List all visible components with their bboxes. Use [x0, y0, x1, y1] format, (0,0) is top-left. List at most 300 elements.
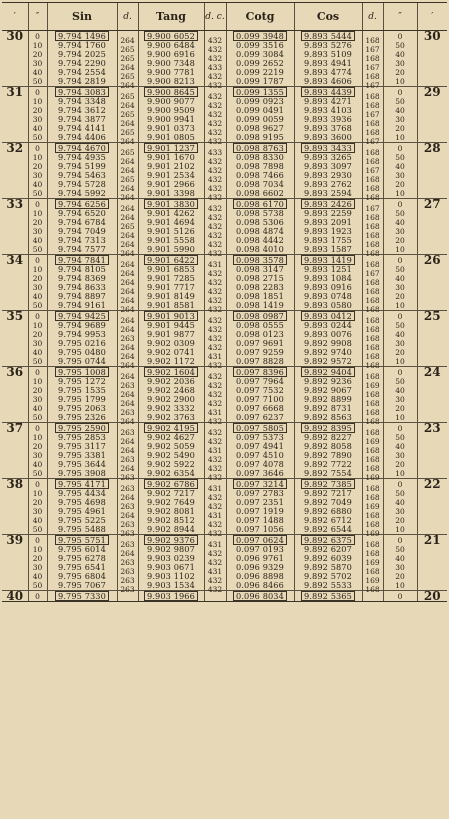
cos-difference: 168: [362, 535, 383, 546]
tang-value: 9.902 8081: [138, 507, 204, 516]
minute-label-right: [417, 330, 447, 339]
cos-value: 9.893 4774: [294, 68, 362, 77]
minute-label-right: 22: [417, 479, 447, 490]
cos-value: 9.893 0076: [294, 330, 362, 339]
second-label-right: 20: [383, 404, 417, 413]
cos-value: 9.893 2426: [294, 199, 362, 210]
second-label-left: 20: [28, 274, 47, 283]
cotg-value: 0.097 8828: [226, 357, 294, 367]
common-difference: 432: [204, 525, 226, 535]
minute-label-right: 21: [417, 535, 447, 546]
second-label-right: 20: [383, 516, 417, 525]
cotg-value: 0.099 2219: [226, 68, 294, 77]
sin-difference: 263: [117, 423, 138, 434]
cos-value: 9.892 6712: [294, 516, 362, 525]
tang-value: 9.900 8645: [138, 87, 204, 98]
cos-value: 9.892 9236: [294, 377, 362, 386]
cotg-value: 0.097 9691: [226, 339, 294, 348]
tang-value: 9.902 9807: [138, 545, 204, 554]
minute-label-left: [2, 516, 28, 525]
common-difference: 432: [204, 68, 226, 77]
tang-value: 9.902 4195: [138, 423, 204, 434]
sin-difference: 264: [117, 292, 138, 301]
common-difference: 432: [204, 153, 226, 162]
cotg-value: 0.096 8898: [226, 572, 294, 581]
cotg-value: 0.098 0987: [226, 311, 294, 322]
diff-header-sin: d.: [117, 3, 138, 31]
cotg-value: 0.098 8763: [226, 143, 294, 154]
common-difference: 432: [204, 97, 226, 106]
minute-label-left: [2, 563, 28, 572]
second-label-right: 10: [383, 413, 417, 423]
second-label-right: 30: [383, 507, 417, 516]
minute-label-right: [417, 115, 447, 124]
minute-label-left: [2, 507, 28, 516]
tang-value: 9.901 6853: [138, 265, 204, 274]
cotg-value: 0.099 3084: [226, 50, 294, 59]
sin-difference: 265: [117, 106, 138, 115]
cos-difference: 167: [362, 41, 383, 50]
common-difference: 432: [204, 227, 226, 236]
second-label-left: 10: [28, 41, 47, 50]
common-difference: 432: [204, 581, 226, 591]
cotg-value: 0.099 0059: [226, 115, 294, 124]
cotg-value: 0.098 3578: [226, 255, 294, 266]
tang-value: 9.901 5990: [138, 245, 204, 255]
common-difference: 431: [204, 348, 226, 357]
table-row: [2, 301, 447, 311]
second-label-right: 40: [383, 106, 417, 115]
common-difference: 432: [204, 451, 226, 460]
cotg-value: 0.098 6170: [226, 199, 294, 210]
cos-value: 9.893 0412: [294, 311, 362, 322]
second-label-left: 30: [28, 507, 47, 516]
cos-value: 9.892 6207: [294, 545, 362, 554]
sin-difference: 264: [117, 236, 138, 245]
minute-label-left: [2, 554, 28, 563]
cotg-value: 0.098 2715: [226, 274, 294, 283]
cos-value: 9.892 6039: [294, 554, 362, 563]
tang-value: 9.901 9013: [138, 311, 204, 322]
common-difference: 432: [204, 469, 226, 479]
sin-value: 9.795 5225: [47, 516, 117, 525]
sin-difference: 264: [117, 133, 138, 143]
common-difference: 432: [204, 180, 226, 189]
second-label-left: 10: [28, 265, 47, 274]
sin-difference: 263: [117, 563, 138, 572]
cotg-value: 0.097 1488: [226, 516, 294, 525]
sin-value: 9.794 3083: [47, 87, 117, 98]
sin-difference: 263: [117, 404, 138, 413]
minute-label-left: [2, 106, 28, 115]
sin-value: 9.794 5199: [47, 162, 117, 171]
second-label-left: 20: [28, 162, 47, 171]
second-label-right: 0: [383, 87, 417, 98]
minute-label-left: [2, 180, 28, 189]
tang-value: 9.902 6786: [138, 479, 204, 490]
second-label-right: 20: [383, 68, 417, 77]
second-label-left: 40: [28, 68, 47, 77]
common-difference: 432: [204, 292, 226, 301]
cos-value: 9.892 6375: [294, 535, 362, 546]
tang-value: 9.902 3332: [138, 404, 204, 413]
sin-value: 9.795 1008: [47, 367, 117, 378]
cos-difference: 168: [362, 507, 383, 516]
second-label-right: 0: [383, 535, 417, 546]
cos-value: 9.893 2762: [294, 180, 362, 189]
second-label-right: 10: [383, 77, 417, 87]
second-label-right: 0: [383, 591, 417, 602]
minute-label-left: [2, 339, 28, 348]
cos-difference: 167: [362, 106, 383, 115]
cos-value: 9.893 1755: [294, 236, 362, 245]
cotg-value: 0.097 3646: [226, 469, 294, 479]
cos-difference: 168: [362, 460, 383, 469]
sin-difference: 264: [117, 199, 138, 210]
minute-label-left: [2, 283, 28, 292]
cos-value: 9.892 8731: [294, 404, 362, 413]
common-difference: 432: [204, 413, 226, 423]
sin-value: 9.794 6256: [47, 199, 117, 210]
sin-value: 9.795 2326: [47, 413, 117, 423]
sin-value: 9.794 3612: [47, 106, 117, 115]
sin-value: 9.795 1799: [47, 395, 117, 404]
cos-value: 9.892 5365: [294, 591, 362, 602]
minute-label-right: 30: [417, 31, 447, 42]
cotg-value: 0.097 5373: [226, 433, 294, 442]
minute-label-right: [417, 68, 447, 77]
sin-difference: 263: [117, 525, 138, 535]
sin-difference: 264: [117, 255, 138, 266]
tang-value: 9.900 6484: [138, 41, 204, 50]
cos-value: 9.893 3433: [294, 143, 362, 154]
sin-difference: 264: [117, 153, 138, 162]
sin-difference: 264: [117, 31, 138, 42]
cos-difference: 168: [362, 245, 383, 255]
tang-value: 9.903 1534: [138, 581, 204, 591]
common-difference: 432: [204, 357, 226, 367]
common-difference: 432: [204, 301, 226, 311]
sin-value: 9.794 2290: [47, 59, 117, 68]
common-difference: 432: [204, 87, 226, 98]
tang-value: 9.901 1237: [138, 143, 204, 154]
minute-label-right: 27: [417, 199, 447, 210]
cos-value: 9.893 5109: [294, 50, 362, 59]
minute-label-right: [417, 563, 447, 572]
minute-label-left: [2, 227, 28, 236]
cos-difference: 168: [362, 357, 383, 367]
sin-value: 9.794 6520: [47, 209, 117, 218]
cos-difference: 168: [362, 180, 383, 189]
diff-header-cos: d.: [362, 3, 383, 31]
cotg-value: 0.099 3948: [226, 31, 294, 42]
sin-value: 9.795 4961: [47, 507, 117, 516]
minute-label-right: [417, 442, 447, 451]
cos-value: 9.892 6544: [294, 525, 362, 535]
second-label-left: 0: [28, 367, 47, 378]
sin-difference: 264: [117, 162, 138, 171]
second-label-right: 0: [383, 255, 417, 266]
second-label-right: 40: [383, 162, 417, 171]
table-row: [2, 245, 447, 255]
sin-value: 9.794 3877: [47, 115, 117, 124]
tang-value: 9.903 1102: [138, 572, 204, 581]
minute-label-right: 23: [417, 423, 447, 434]
cos-value: 9.893 2091: [294, 218, 362, 227]
table-row: [2, 133, 447, 143]
cos-value: 9.892 9572: [294, 357, 362, 367]
cos-value: 9.893 2930: [294, 171, 362, 180]
minute-label-left: [2, 460, 28, 469]
second-label-left: 40: [28, 348, 47, 357]
sin-value: 9.794 4141: [47, 124, 117, 133]
cos-difference: 168: [362, 442, 383, 451]
sin-difference: 265: [117, 143, 138, 154]
minute-label-left: 32: [6, 140, 24, 155]
second-label-right: 10: [383, 581, 417, 591]
cos-difference: 168: [362, 283, 383, 292]
common-difference: 431: [204, 563, 226, 572]
minute-label-right: 28: [417, 143, 447, 154]
second-label-right: 0: [383, 311, 417, 322]
cos-difference: 168: [362, 50, 383, 59]
cos-difference: 168: [362, 274, 383, 283]
second-label-left: 40: [28, 180, 47, 189]
tang-value: 9.902 6354: [138, 469, 204, 479]
cos-difference: 168: [362, 171, 383, 180]
cotg-value: 0.098 7034: [226, 180, 294, 189]
cotg-value: 0.098 4442: [226, 236, 294, 245]
cos-value: 9.892 7385: [294, 479, 362, 490]
cos-difference: 168: [362, 404, 383, 413]
common-difference: 432: [204, 115, 226, 124]
sin-value: 9.795 6541: [47, 563, 117, 572]
cos-difference: 168: [362, 68, 383, 77]
tang-value: 9.901 6422: [138, 255, 204, 266]
cos-difference: 168: [362, 31, 383, 42]
cotg-value: 0.097 3214: [226, 479, 294, 490]
tang-value: 9.900 6916: [138, 50, 204, 59]
common-difference: 432: [204, 265, 226, 274]
minute-label-right: [417, 507, 447, 516]
second-label-right: 40: [383, 442, 417, 451]
table-row: [2, 591, 447, 602]
second-label-left: 10: [28, 489, 47, 498]
second-label-right: 40: [383, 274, 417, 283]
cotg-value: 0.098 4010: [226, 245, 294, 255]
sin-value: 9.794 9161: [47, 301, 117, 311]
minute-label-left: [2, 395, 28, 404]
minute-label-right: 25: [417, 311, 447, 322]
cos-difference: 168: [362, 227, 383, 236]
second-label-left: 30: [28, 171, 47, 180]
cos-difference: 168: [362, 395, 383, 404]
cos-value: 9.893 1084: [294, 274, 362, 283]
common-difference: 432: [204, 209, 226, 218]
second-label-left: 20: [28, 554, 47, 563]
second-label-left: 30: [28, 451, 47, 460]
sin-value: 9.795 2590: [47, 423, 117, 434]
diff-common-header: d. c.: [204, 3, 226, 31]
common-difference: 432: [204, 330, 226, 339]
minute-label-right: [417, 386, 447, 395]
sin-difference: 264: [117, 77, 138, 87]
cos-difference: 168: [362, 339, 383, 348]
second-label-left: 50: [28, 581, 47, 591]
cotg-value: 0.096 8466: [226, 581, 294, 591]
second-label-right: 50: [383, 489, 417, 498]
cos-difference: 169: [362, 525, 383, 535]
cos-difference: 167: [362, 162, 383, 171]
second-label-right: 50: [383, 153, 417, 162]
tang-value: 9.902 1172: [138, 357, 204, 367]
cotg-value: 0.098 0123: [226, 330, 294, 339]
sin-difference: 265: [117, 124, 138, 133]
common-difference: 431: [204, 442, 226, 451]
second-label-left: 10: [28, 153, 47, 162]
cos-difference: 168: [362, 218, 383, 227]
common-difference: 432: [204, 189, 226, 199]
sin-difference: 264: [117, 97, 138, 106]
cotg-value: 0.097 8396: [226, 367, 294, 378]
sin-value: 9.795 6804: [47, 572, 117, 581]
minute-label-left: [2, 498, 28, 507]
second-label-left: 30: [28, 59, 47, 68]
second-label-left: 50: [28, 413, 47, 423]
sin-value: 9.795 0744: [47, 357, 117, 367]
cos-difference: 168: [362, 451, 383, 460]
sin-difference: 263: [117, 479, 138, 490]
sin-difference: 263: [117, 572, 138, 581]
second-label-left: 50: [28, 469, 47, 479]
sin-value: 9.794 5992: [47, 189, 117, 199]
sin-value: 9.794 5463: [47, 171, 117, 180]
sin-value: 9.794 9425: [47, 311, 117, 322]
sin-value: 9.795 0216: [47, 339, 117, 348]
sin-difference: 264: [117, 367, 138, 378]
common-difference: 432: [204, 433, 226, 442]
second-label-left: 0: [28, 479, 47, 490]
tang-value: 9.902 0309: [138, 339, 204, 348]
minute-label-right: 20: [417, 591, 447, 602]
minute-label-right: [417, 50, 447, 59]
cos-difference: 168: [362, 321, 383, 330]
tang-value: 9.900 7348: [138, 59, 204, 68]
sin-value: 9.794 6784: [47, 218, 117, 227]
sin-value: 9.794 8369: [47, 274, 117, 283]
sin-difference: 265: [117, 218, 138, 227]
common-difference: 431: [204, 507, 226, 516]
tang-value: 9.902 0741: [138, 348, 204, 357]
second-label-left: 40: [28, 516, 47, 525]
cotg-value: 0.099 0491: [226, 106, 294, 115]
minute-label-right: [417, 451, 447, 460]
sin-value: 9.795 3908: [47, 469, 117, 479]
sin-difference: 264: [117, 115, 138, 124]
cos-value: 9.893 3936: [294, 115, 362, 124]
second-label-right: 30: [383, 451, 417, 460]
cos-difference: 168: [362, 489, 383, 498]
second-label-left: 0: [28, 591, 47, 602]
sin-value: 9.794 9953: [47, 330, 117, 339]
tang-value: 9.901 5558: [138, 236, 204, 245]
common-difference: 432: [204, 283, 226, 292]
second-label-left: 10: [28, 97, 47, 106]
second-label-left: 30: [28, 395, 47, 404]
minute-label-right: [417, 460, 447, 469]
table-row: [2, 357, 447, 367]
minute-label-left: [2, 115, 28, 124]
sin-value: 9.795 2853: [47, 433, 117, 442]
cos-value: 9.893 0244: [294, 321, 362, 330]
cos-value: 9.893 4941: [294, 59, 362, 68]
tang-value: 9.901 8149: [138, 292, 204, 301]
sin-difference: 264: [117, 209, 138, 218]
tang-value: 9.902 4627: [138, 433, 204, 442]
second-label-left: 50: [28, 301, 47, 311]
common-difference: 432: [204, 50, 226, 59]
minutes-header-right: ′: [417, 3, 447, 31]
minute-label-left: 37: [6, 420, 24, 435]
cos-difference: 169: [362, 469, 383, 479]
table-row: [2, 469, 447, 479]
second-label-right: 50: [383, 433, 417, 442]
second-label-left: 30: [28, 115, 47, 124]
second-label-left: 0: [28, 143, 47, 154]
common-difference: 432: [204, 162, 226, 171]
common-difference: 432: [204, 245, 226, 255]
second-label-left: 40: [28, 404, 47, 413]
tang-value: 9.903 0239: [138, 554, 204, 563]
cos-value: 9.892 7049: [294, 498, 362, 507]
minute-label-right: 24: [417, 367, 447, 378]
tang-value: 9.902 8512: [138, 516, 204, 525]
second-label-right: 0: [383, 423, 417, 434]
sin-value: 9.795 5751: [47, 535, 117, 546]
minute-label-right: [417, 180, 447, 189]
table-row: [2, 413, 447, 423]
second-label-right: 0: [383, 199, 417, 210]
sin-difference: 264: [117, 59, 138, 68]
cotg-value: 0.098 3147: [226, 265, 294, 274]
log-trig-table: [2, 2, 447, 602]
sin-difference: 264: [117, 395, 138, 404]
sin-difference: 264: [117, 507, 138, 516]
cos-value: 9.893 3600: [294, 133, 362, 143]
minute-label-right: [417, 572, 447, 581]
cotg-value: 0.097 6668: [226, 404, 294, 413]
second-label-left: 0: [28, 31, 47, 42]
second-label-right: 0: [383, 143, 417, 154]
sin-value: 9.794 5728: [47, 180, 117, 189]
common-difference: 432: [204, 106, 226, 115]
minutes-header-left: ′: [2, 3, 28, 31]
minute-label-right: [417, 516, 447, 525]
minute-label-right: [417, 339, 447, 348]
second-label-left: 0: [28, 199, 47, 210]
sin-value: 9.795 6278: [47, 554, 117, 563]
sin-value: 9.795 4434: [47, 489, 117, 498]
tang-value: 9.901 1670: [138, 153, 204, 162]
second-label-left: 0: [28, 535, 47, 546]
sin-value: 9.795 4698: [47, 498, 117, 507]
second-label-left: 20: [28, 106, 47, 115]
second-label-right: 40: [383, 386, 417, 395]
cotg-value: 0.098 0555: [226, 321, 294, 330]
minute-label-left: [2, 274, 28, 283]
tang-value: 9.901 8581: [138, 301, 204, 311]
second-label-right: 30: [383, 227, 417, 236]
